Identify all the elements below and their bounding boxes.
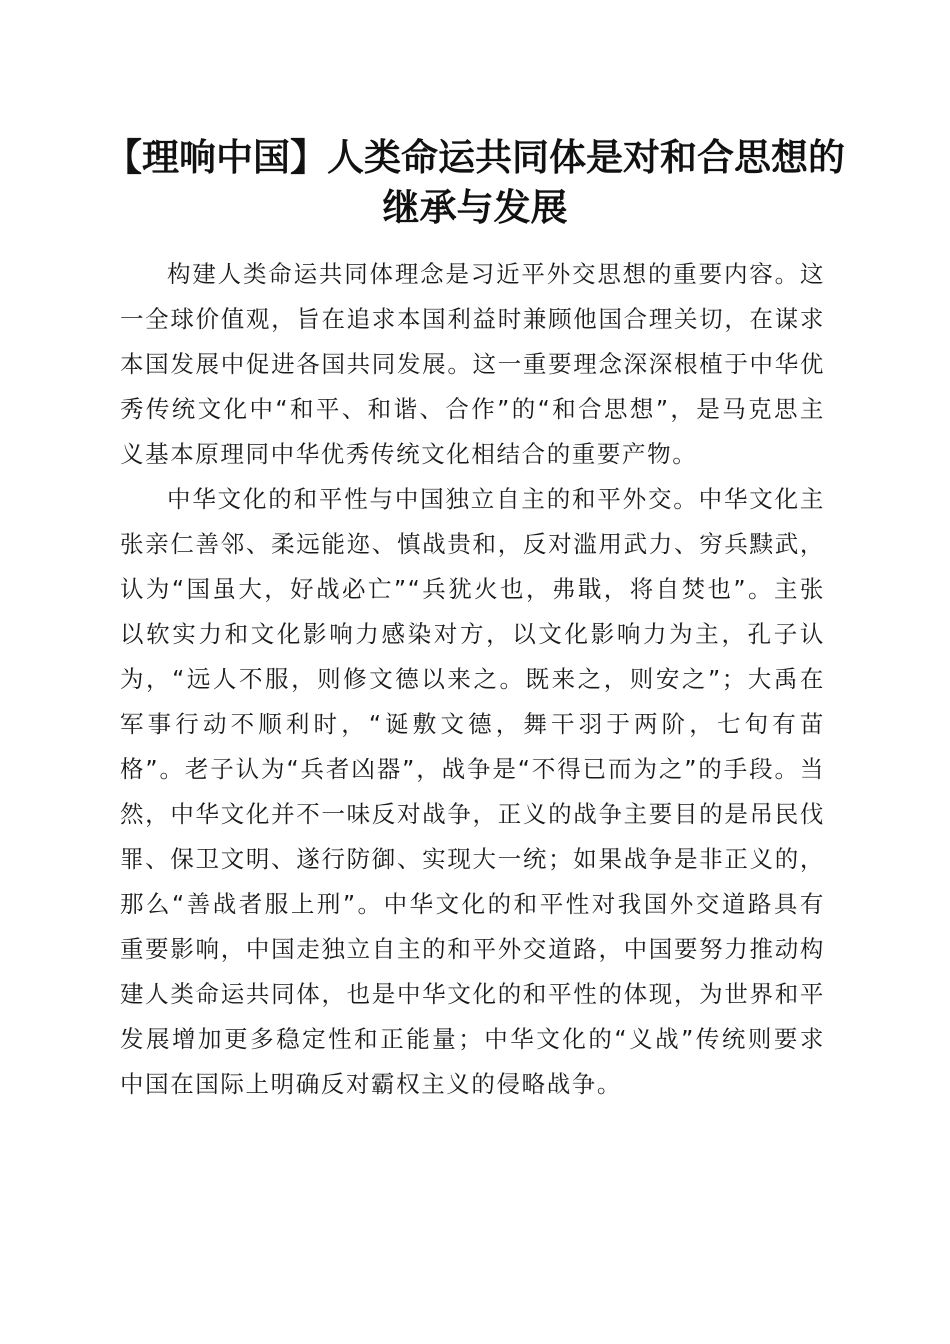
title-line-2: 继承与发展	[382, 185, 568, 229]
title-line-1: 【理响中国】人类命运共同体是对和合思想的	[105, 135, 845, 179]
paragraph-1: 构建人类命运共同体理念是习近平外交思想的重要内容。这一全球价值观，旨在追求本国利益时兼顾他国合理关切，在谋求本国发展中促进各国共同发展。这一重要理念深深根植于中华优秀传统文化中“和平、和谐、合作”的“和合思想”，是马克思主义基本原理同中华优秀传统文化相结合的重要产物。	[120, 260, 825, 468]
paragraph-2: 中华文化的和平性与中国独立自主的和平外交。中华文化主张亲仁善邻、柔远能迩、慎战贵和，反对滥用武力、穷兵黩武，认为“国虽大，好战必亡”“兵犹火也，弗戢，将自焚也”。主张以软实力和文化影响力感染对方，以文化影响力为主，孔子认为，“远人不服，则修文德以来之。既来之，则安之”；大禹在军事行动不顺利时，“诞敷文德，舞干羽于两阶，七旬有苗格”。老子认为“兵者凶器”，战争是“不得已而为之”的手段。当然，中华文化并不一味反对战争，正义的战争主要目的是吊民伐罪、保卫文明、遂行防御、实现大一统；如果战争是非正义的，那么“善战者服上刑”。中华文化的和平性对我国外交道路具有重要影响，中国走独立自主的和平外交道路，中国要努力推动构建人类命运共同体，也是中华文化的和平性的体现，为世界和平发展增加更多稳定性和正能量；中华文化的“义战”传统则要求中国在国际上明确反对霸权主义的侵略战争。	[120, 485, 825, 1098]
document-body	[120, 252, 825, 1107]
document-title	[0, 132, 950, 232]
